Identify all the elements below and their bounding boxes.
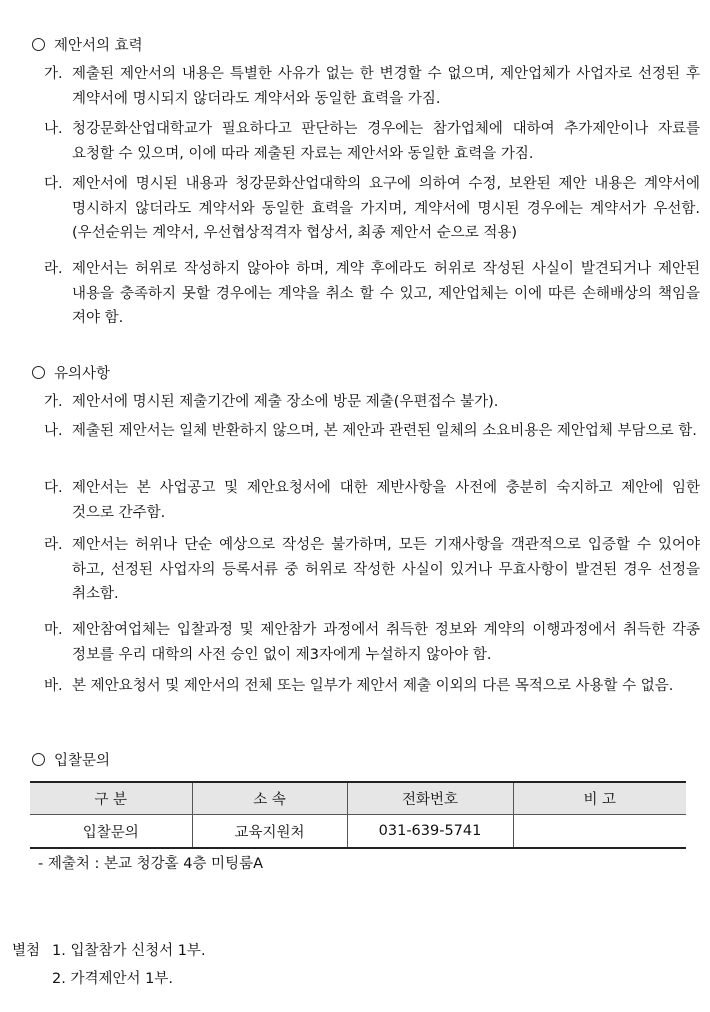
section-title-inquiry: 입찰문의	[32, 750, 110, 772]
circle-bullet-icon	[32, 38, 45, 51]
attachment-item: 1. 입찰참가 신청서 1부.	[52, 943, 206, 959]
item-text: 본 제안요청서 및 제안서의 전체 또는 일부가 제안서 제출 이외의 다른 목적으로 사용할 수 없음.	[72, 678, 674, 694]
table-header-row	[30, 782, 686, 815]
item-text: 제안서는 본 사업공고 및 제안요청서에 대한 제반사항을 사전에 충분히 숙지하고 제안에 임한 것으로 간주함.	[72, 480, 700, 521]
item-mark: 나.	[44, 423, 63, 439]
list-item	[44, 618, 700, 667]
attachment-row	[12, 965, 206, 993]
table-row	[30, 815, 686, 849]
column-header: 구 분	[30, 782, 192, 815]
item-mark: 다.	[44, 176, 63, 192]
list-item	[44, 117, 700, 166]
item-mark: 라.	[44, 537, 63, 553]
list-item	[44, 476, 700, 525]
item-mark: 바.	[44, 678, 63, 694]
list-item	[44, 62, 700, 111]
item-mark: 나.	[44, 121, 63, 137]
column-header: 비 고	[513, 782, 686, 815]
list-item	[44, 533, 700, 607]
item-text: 제안서는 허위나 단순 예상으로 작성은 불가하며, 모든 기재사항을 객관적으로 입증할 수 있어야 하고, 선정된 사업자의 등록서류 중 허위로 작성한 사실이 있거나 무효사항이 발견된 경우 선정을 취소함.	[72, 537, 700, 602]
item-mark: 다.	[44, 480, 63, 496]
item-text: 제출된 제안서의 내용은 특별한 사유가 없는 한 변경할 수 없으며, 제안업체가 사업자로 선정된 후 계약서에 명시되지 않더라도 계약서와 동일한 효력을 가짐.	[72, 66, 700, 107]
circle-bullet-icon	[32, 366, 45, 379]
item-text: 제출된 제안서는 일체 반환하지 않으며, 본 제안과 관련된 일체의 소요비용은 제안업체 부담으로 함.	[72, 423, 697, 439]
attachments	[12, 937, 206, 993]
list-item	[44, 674, 700, 699]
table-cell: 교육지원처	[192, 815, 347, 849]
attachment-row	[12, 937, 206, 965]
item-text: 청강문화산업대학교가 필요하다고 판단하는 경우에는 참가업체에 대하여 추가제안이나 자료를 요청할 수 있으며, 이에 따라 제출된 자료는 제안서와 동일한 효력을 가짐.	[72, 121, 700, 162]
inquiry-table	[30, 781, 686, 849]
item-text: 제안서에 명시된 제출기간에 제출 장소에 방문 제출(우편접수 불가).	[72, 394, 499, 410]
list-item	[44, 390, 700, 415]
item-mark: 마.	[44, 622, 63, 638]
table-cell: 031-639-5741	[347, 815, 513, 849]
item-mark: 가.	[44, 394, 63, 410]
item-text: 제안서는 허위로 작성하지 않아야 하며, 계약 후에라도 허위로 작성된 사실이 발견되거나 제안된 내용을 충족하지 못할 경우에는 계약을 취소 할 수 있고, 제안업체는 이에 따른 손해배상의 책임을 져야 함.	[72, 261, 700, 326]
column-header: 전화번호	[347, 782, 513, 815]
attachment-label: 별첨	[12, 943, 41, 959]
attachment-item: 2. 가격제안서 1부.	[52, 971, 173, 987]
item-mark: 라.	[44, 261, 63, 277]
list-item	[44, 257, 700, 331]
circle-bullet-icon	[32, 753, 45, 766]
section-title-notes: 유의사항	[32, 363, 110, 385]
table-cell: 입찰문의	[30, 815, 192, 849]
item-mark: 가.	[44, 66, 63, 82]
column-header: 소 속	[192, 782, 347, 815]
list-item	[44, 172, 700, 246]
submission-note: - 제출처 : 본교 청강홀 4층 미팅룸A	[38, 856, 263, 872]
section-title-effect: 제안서의 효력	[32, 35, 143, 57]
list-item	[44, 419, 700, 444]
table-cell	[513, 815, 686, 849]
item-text: 제안참여업체는 입찰과정 및 제안참가 과정에서 취득한 정보와 계약의 이행과정에서 취득한 각종 정보를 우리 대학의 사전 승인 없이 제3자에게 누설하지 않아야 함.	[72, 622, 700, 663]
item-text: 제안서에 명시된 내용과 청강문화산업대학의 요구에 의하여 수정, 보완된 제안 내용은 계약서에 명시하지 않더라도 계약서와 동일한 효력을 가지며, 계약서에 명시된 경우에는 계약서가 우선함.(우선순위는 계약서, 우선협상적격자 협상서, 최종 제안서 순으로 적용)	[72, 176, 700, 241]
